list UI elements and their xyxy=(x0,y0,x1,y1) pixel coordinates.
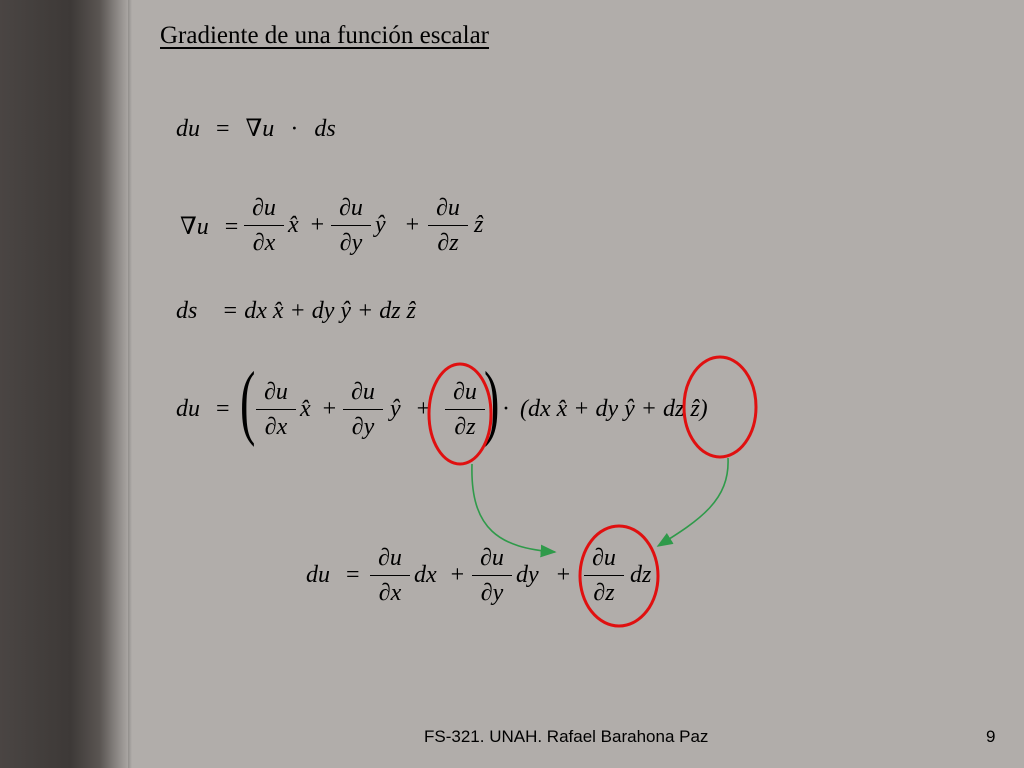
eq5-frac-y-num: ∂u xyxy=(480,545,504,571)
eq1-nabla-u: ∇u xyxy=(245,116,275,142)
eq2-plus-2: + xyxy=(405,212,420,238)
eq5-frac-z-num: ∂u xyxy=(592,545,616,571)
eq4-plus-2: + xyxy=(416,396,431,422)
eq2-frac-z-num: ∂u xyxy=(436,195,460,221)
eq1-dot: · xyxy=(290,116,299,142)
eq2-yhat: ŷ xyxy=(375,212,386,238)
eq5-frac-y-den: ∂y xyxy=(480,580,504,606)
eq4-plus-1: + xyxy=(322,396,337,422)
eq5-dz-text: dz xyxy=(630,562,652,588)
eq1-du: du xyxy=(176,116,200,142)
equation-3: ds⃗ = dx x̂ + dy ŷ + dz ẑ xyxy=(176,298,416,324)
eq2-frac-y-den: ∂y xyxy=(339,230,363,256)
eq2-frac-y-num: ∂u xyxy=(339,195,363,221)
eq4-frac-z-num: ∂u xyxy=(453,379,477,405)
highlight-circle-dz-result xyxy=(580,526,658,626)
eq4-dot: · xyxy=(502,396,510,422)
eq5-plus-1: + xyxy=(450,562,465,588)
eq2-nabla-u: ∇u xyxy=(180,214,209,240)
arrow-to-result-right xyxy=(658,458,728,546)
eq5-frac-x-num: ∂u xyxy=(378,545,402,571)
eq5-frac-z-den: ∂z xyxy=(593,580,615,606)
slide-title: Gradiente de una función escalar xyxy=(160,22,490,49)
eq4-equals: = xyxy=(216,396,230,422)
eq1-equals: = xyxy=(216,116,230,142)
eq2-xhat: x̂ xyxy=(288,212,299,238)
eq5-du: du xyxy=(306,562,330,588)
eq2-frac-x-num: ∂u xyxy=(252,195,276,221)
eq4-frac-y-den: ∂y xyxy=(351,414,375,440)
eq5-dx: dx xyxy=(414,562,437,588)
eq4-du: du xyxy=(176,396,200,422)
eq5-equals: = xyxy=(346,562,360,588)
eq4-left-paren: ( xyxy=(240,355,256,448)
eq4-yhat: ŷ xyxy=(390,396,401,422)
eq2-plus-1: + xyxy=(310,212,325,238)
eq5-plus-2: + xyxy=(556,562,571,588)
eq2-frac-z-den: ∂z xyxy=(437,230,459,256)
eq1-ds: ds⃗ xyxy=(314,116,355,142)
highlight-circle-dz-partial xyxy=(429,364,491,464)
eq4-frac-y-num: ∂u xyxy=(351,379,375,405)
eq2-zhat-text: ẑ xyxy=(474,212,484,238)
highlight-circle-dz-hat xyxy=(684,357,756,457)
eq2-frac-x-den: ∂x xyxy=(252,230,276,256)
eq4-ds-expansion: (dx x̂ + dy ŷ + dz ẑ) xyxy=(520,396,708,422)
eq4-xhat: x̂ xyxy=(300,396,311,422)
eq2-equals: = xyxy=(224,214,239,240)
page-number: 9 xyxy=(986,727,996,746)
slide-footer: FS-321. UNAH. Rafael Barahona Paz xyxy=(424,727,709,746)
arrow-to-result-left xyxy=(472,464,555,552)
eq4-frac-x-den: ∂x xyxy=(264,414,288,440)
eq5-dy: dy xyxy=(516,562,539,588)
eq4-frac-x-num: ∂u xyxy=(264,379,288,405)
eq4-right-paren: ) xyxy=(484,355,500,448)
eq4-frac-z-den: ∂z xyxy=(454,414,476,440)
eq5-frac-x-den: ∂x xyxy=(378,580,402,606)
